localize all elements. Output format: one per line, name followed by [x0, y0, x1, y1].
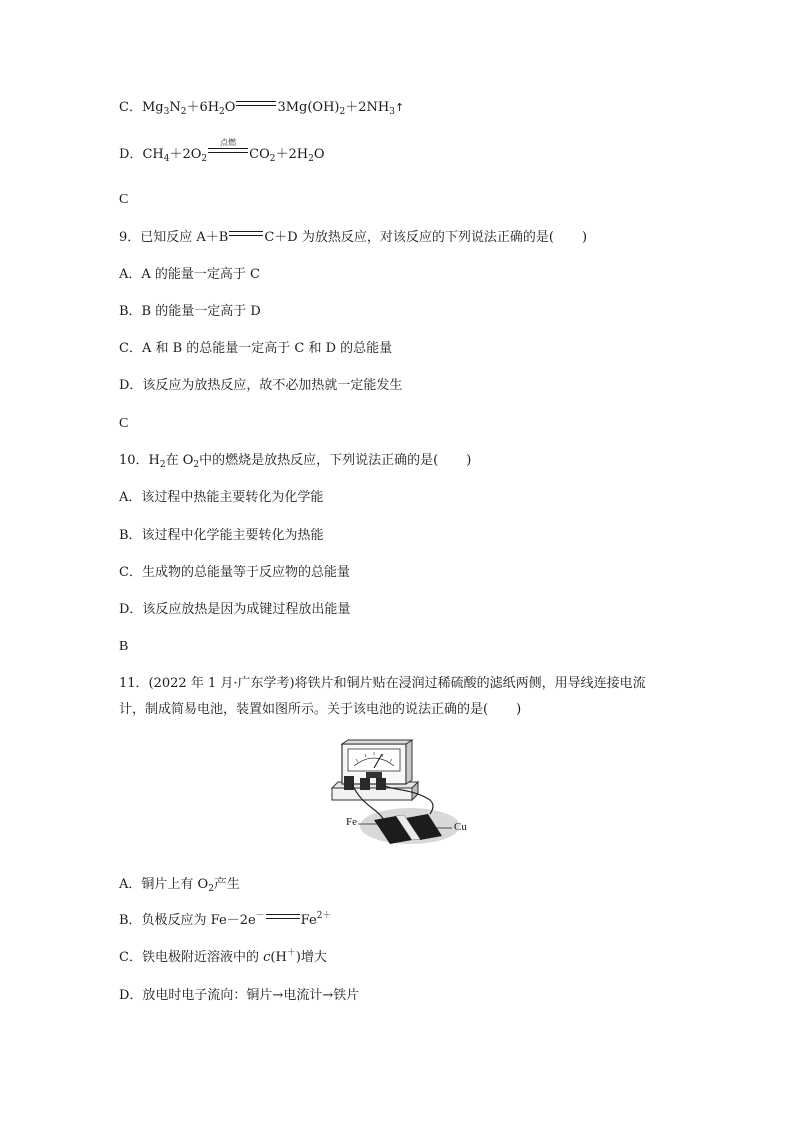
q11-option-b: B．负极反应为 Fe－2e－ $Fe^{2+}$	[119, 911, 332, 928]
q11-option-c: C．铁电极附近溶液中的 c(H＋)增大	[119, 948, 327, 965]
equals-sign	[236, 99, 276, 109]
equals-sign-with-condition: 点燃	[208, 146, 248, 156]
q10-option-b: B．该过程中化学能主要转化为热能	[119, 528, 324, 543]
q10-option-a: A．该过程中热能主要转化为化学能	[119, 490, 324, 505]
q9-option-a: A．A 的能量一定高于 C	[119, 267, 260, 282]
question-11-line2: 计，制成简易电池，装置如图所示。关于该电池的说法正确的是( )	[119, 702, 522, 717]
q10-option-c: C．生成物的总能量等于反应物的总能量	[119, 565, 350, 580]
up-arrow-icon: ↑	[394, 101, 405, 114]
answer-9: C	[119, 416, 129, 431]
question-11-line1: 11．(2022 年 1 月·广东学考)将铁片和铜片贴在浸润过稀硫酸的滤纸两侧，用导线连接电流	[119, 676, 646, 691]
answer-8: C	[119, 192, 129, 207]
equals-sign	[229, 229, 263, 239]
q10-option-d: D．该反应放热是因为成键过程放出能量	[119, 602, 351, 617]
answer-10: B	[119, 639, 129, 654]
option-c-equation: C．$Mg_3N_2+6H_2O$ $3Mg(OH)_2+2NH_3↑$	[119, 100, 405, 117]
question-9: 9．已知反应 A＋B C＋D 为放热反应，对该反应的下列说法正确的是( )	[119, 230, 588, 245]
equals-sign	[266, 912, 300, 922]
cu-label: Cu	[454, 821, 467, 833]
q9-option-c: C．A 和 B 的总能量一定高于 C 和 D 的总能量	[119, 341, 393, 356]
question-10: 10．$H_2$在 $O_2$中的燃烧是放热反应，下列说法正确的是( )	[119, 453, 472, 470]
galvanometer-circuit-illustration	[322, 736, 472, 848]
battery-apparatus-figure	[322, 736, 472, 852]
q11-option-a: A．铜片上有 $O_2$产生	[119, 877, 240, 894]
q11-option-d: D．放电时电子流向：铜片→电流计→铁片	[119, 988, 360, 1003]
q9-option-b: B．B 的能量一定高于 D	[119, 304, 261, 319]
fe-label: Fe	[346, 816, 357, 828]
q9-option-d: D．该反应为放热反应，故不必加热就一定能发生	[119, 378, 403, 393]
option-d-equation: D．$CH_4+2O_2$ 点燃 $CO_2+2H_2O$	[119, 138, 325, 164]
